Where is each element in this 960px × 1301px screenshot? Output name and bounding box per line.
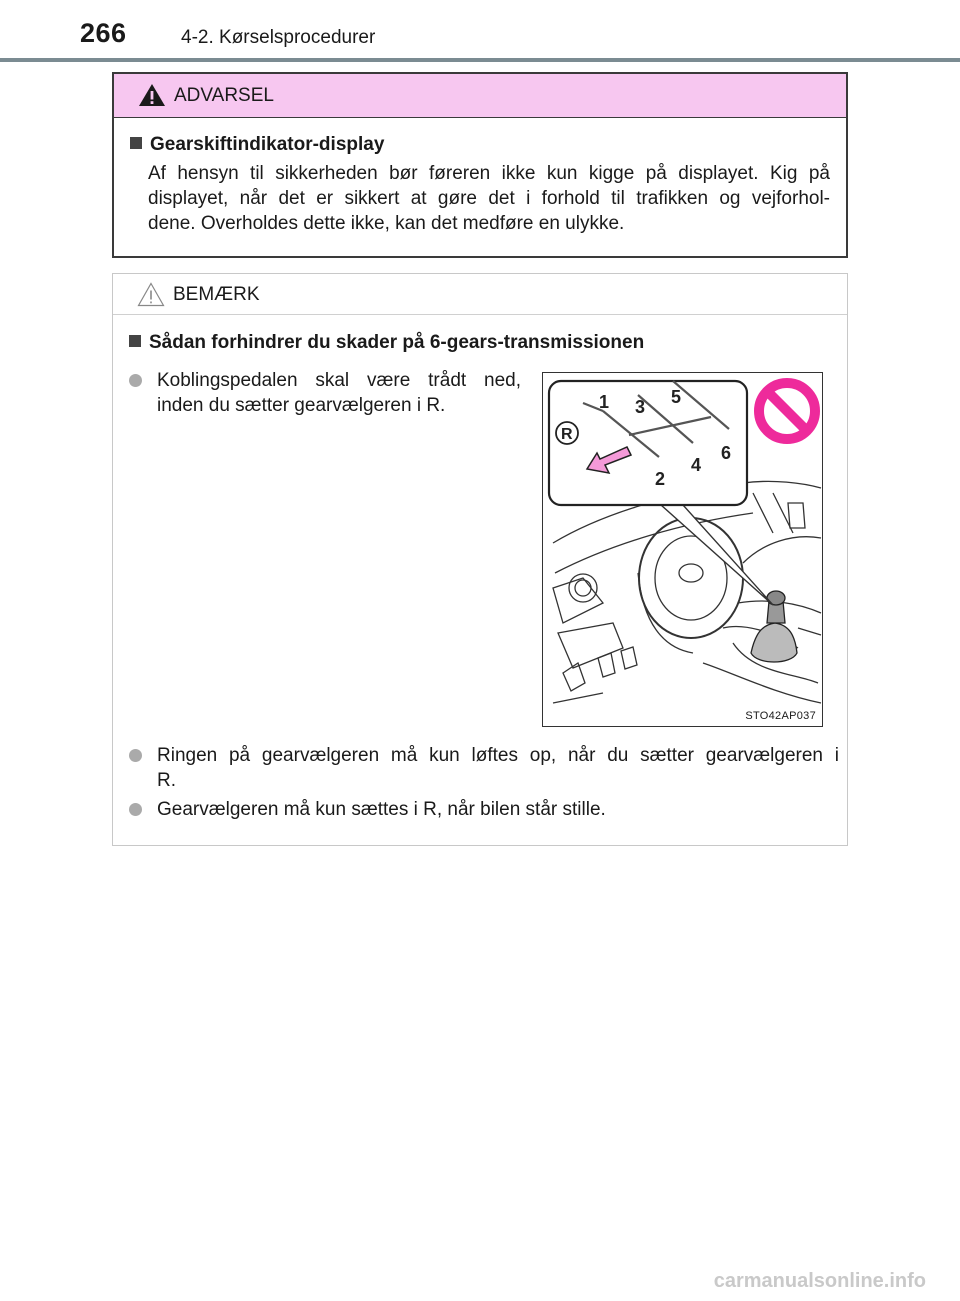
warning-body xyxy=(148,161,830,236)
header-rule xyxy=(0,58,960,62)
warning-header xyxy=(114,74,846,118)
bullet-dot-icon xyxy=(129,369,148,394)
notice-label: BEMÆRK xyxy=(173,284,260,305)
prohibited-icon xyxy=(752,372,822,450)
warning-heading: Gearskiftindikator-display xyxy=(130,134,384,156)
warning-box xyxy=(112,72,848,258)
page-number: 266 xyxy=(80,18,127,48)
warning-triangle-icon xyxy=(138,83,166,107)
notice-bullet-1 xyxy=(157,368,521,418)
gear-label-R: R xyxy=(561,426,573,443)
bullet-line: Ringen på gearvælgeren må kun løftes op, når du sætter gearvælgeren i xyxy=(157,745,839,766)
bullet-dot-icon xyxy=(129,798,148,823)
square-bullet-icon xyxy=(130,137,142,149)
bullet-line: inden du sætter gearvælgeren i R. xyxy=(157,395,446,416)
gear-label-3: 3 xyxy=(635,397,646,417)
bullet-line: Koblingspedalen skal være trådt ned, xyxy=(157,370,521,391)
square-bullet-icon xyxy=(129,335,141,347)
caution-triangle-icon xyxy=(137,282,165,307)
gear-label-1: 1 xyxy=(599,392,610,412)
notice-header xyxy=(113,274,847,315)
gear-label-4: 4 xyxy=(691,455,702,475)
gear-label-2: 2 xyxy=(655,469,666,489)
gear-label-5: 5 xyxy=(671,387,682,407)
bullet-line: Gearvælgeren må kun sættes i R, når bilen står stille. xyxy=(157,799,606,820)
warning-line: dene. Overholdes dette ikke, kan det medføre en ulykke. xyxy=(148,213,625,234)
footer-watermark: carmanualsonline.info xyxy=(713,1270,926,1292)
warning-line: Af hensyn til sikkerheden bør føreren ikke kun kigge på displayet. Kig på xyxy=(148,163,830,184)
bullet-dot-icon xyxy=(129,744,148,769)
illustration-code: STO42AP037 xyxy=(745,710,816,722)
notice-bullet-3 xyxy=(157,797,839,822)
page-header xyxy=(0,0,960,62)
warning-line: displayet, når det er sikkert at gøre det i forhold til trafikken og vejforhol- xyxy=(148,188,830,209)
section-title: 4-2. Kørselsprocedurer xyxy=(181,27,376,48)
bullet-line: R. xyxy=(157,770,176,791)
warning-label: ADVARSEL xyxy=(174,85,274,106)
notice-bullet-2 xyxy=(157,743,839,793)
notice-heading: Sådan forhindrer du skader på 6-gears-transmissionen xyxy=(129,332,644,354)
gear-label-6: 6 xyxy=(721,443,732,463)
